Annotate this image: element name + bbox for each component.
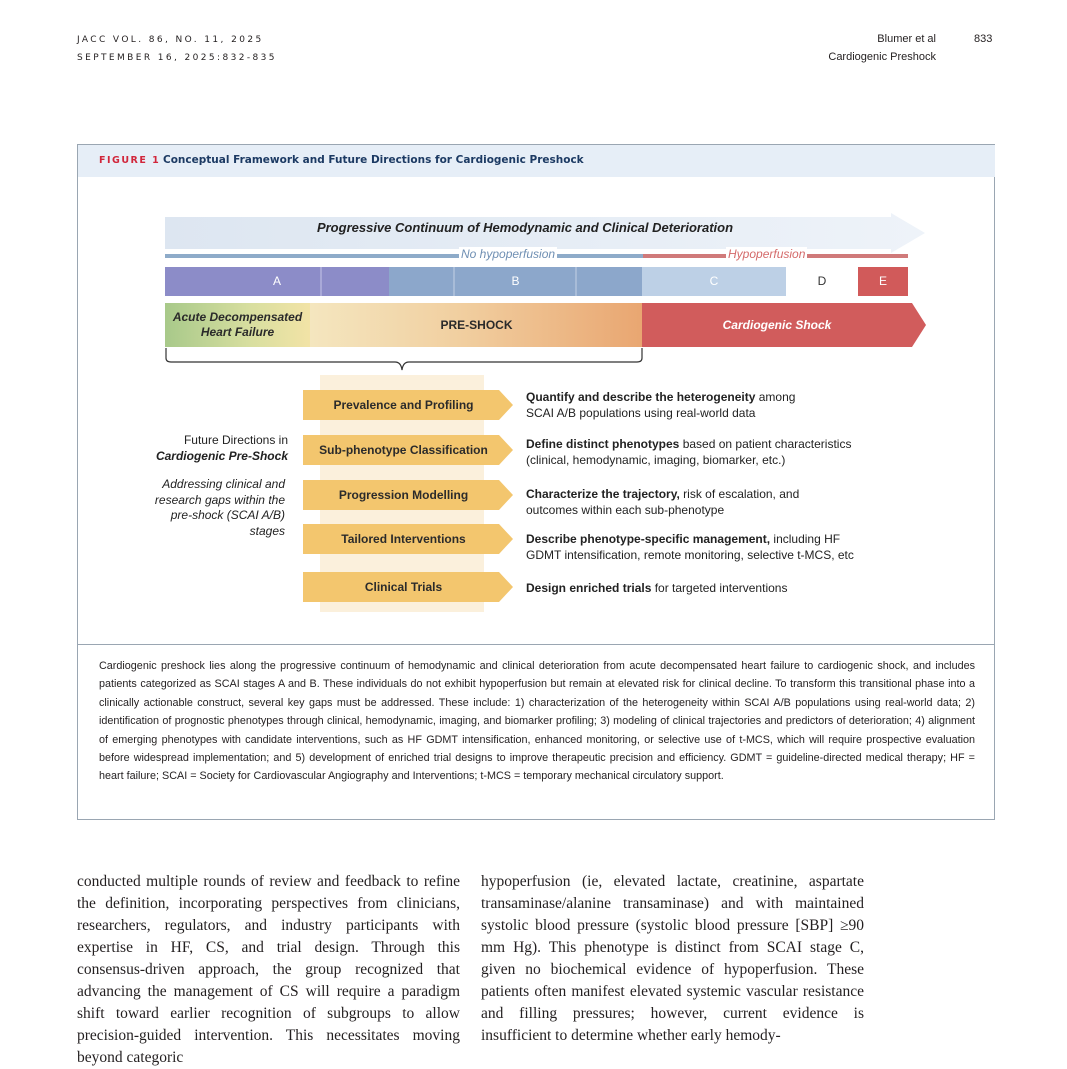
direction-desc-3: [526, 486, 966, 518]
future-directions-line2: Cardiogenic Pre-Shock: [155, 449, 288, 463]
hypoperfusion-label: Hypoperfusion: [728, 247, 806, 261]
direction-desc-2-line2: (clinical, hemodynamic, imaging, biomarker, etc.): [526, 453, 786, 467]
future-directions-line1: Future Directions in: [183, 433, 288, 447]
direction-desc-2: [526, 436, 966, 468]
direction-desc-4-rest: including HF: [770, 532, 841, 546]
direction-desc-3-bold: Characterize the trajectory,: [526, 487, 680, 501]
direction-desc-1-rest: among: [755, 390, 796, 404]
segment-adhf: [165, 303, 310, 347]
page-number: 833: [974, 33, 993, 45]
journal-citation: [77, 31, 277, 67]
stage-b-label: B: [511, 274, 520, 288]
no-hypoperfusion-line: [165, 254, 643, 258]
stage-a-label: A: [272, 274, 281, 288]
figure-caption: Cardiogenic preshock lies along the progressive continuum of hemodynamic and clinical deterioration from acute decompensated heart failure to cardiogenic shock, and includes patients categorized as SCAI stages A and B. These individuals do not exhibit hypoperfusion but remain at elevated risk for clinical decline. To transform this transitional phase into a clinically actionable construct, several key gaps must be addressed. These include: 1) characterization of the heterogeneity within SCAI A/B populations using real-world data; 2) identification of prognostic phenotypes through clinical, hemodynamic, imaging, and biomarker profiling; 3) modeling of clinical trajectories and predictors of deterioration; 4) alignment of emerging phenotypes with candidate interventions, such as HF GDMT intensification, enhanced monitoring, or selective use of t-MCS, which will require prospective evaluation before widespread implementation; and 5) development of enriched trial designs to improve therapeutic precision and efficiency. GDMT = guideline-directed medical therapy; HF = heart failure; SCAI = Society for Cardiovascular Angiography and Interventions; t-MCS = temporary mechanical circulatory support.: [99, 660, 975, 783]
stage-d-label: D: [817, 274, 827, 288]
segment-adhf-line2: Heart Failure: [200, 325, 275, 339]
direction-desc-5-bold: Design enriched trials: [526, 581, 652, 595]
stage-d: [786, 267, 858, 296]
caption-separator: [78, 644, 995, 645]
preshock-brace: [165, 348, 645, 376]
direction-clinical-trials: Clinical Trials: [364, 580, 443, 594]
segment-preshock: [310, 303, 643, 347]
direction-desc-5: [526, 580, 966, 596]
segment-preshock-label: PRE-SHOCK: [440, 318, 513, 332]
journal-date: SEPTEMBER 16, 2025:832-835: [77, 53, 277, 63]
no-hypoperfusion-label: No hypoperfusion: [461, 247, 556, 261]
direction-subphenotype-classification: Sub-phenotype Classification: [319, 443, 488, 457]
figure-label: FIGURE 1: [99, 155, 161, 166]
future-directions-title: [130, 432, 288, 464]
stage-a: [165, 267, 389, 296]
direction-desc-3-line2: outcomes within each sub-phenotype: [526, 503, 725, 517]
subtitle-line3: pre-shock (SCAI A/B): [170, 508, 285, 522]
direction-desc-4: [526, 531, 966, 563]
body-column-left: conducted multiple rounds of review and feedback to refine the definition, incorporating perspectives from clinicians, researchers, regulators, and industry participants with expertise in HF, CS, and trial design. Through this consensus-driven approach, the group recognized that advancing the management of CS will require a paradigm shift toward earlier recognition of subgroups to allow precision-guided intervention. This necessitates moving beyond categoric: [77, 873, 460, 1066]
continuum-label: Progressive Continuum of Hemodynamic and Clinical Deterioration: [316, 220, 734, 235]
stage-b: [389, 267, 642, 296]
direction-desc-1: [526, 389, 966, 421]
segment-shock: [642, 303, 912, 347]
direction-desc-2-rest: based on patient characteristics: [679, 437, 852, 451]
direction-prevalence-profiling: Prevalence and Profiling: [333, 398, 474, 412]
direction-desc-4-bold: Describe phenotype-specific management,: [526, 532, 771, 546]
segment-adhf-line1: Acute Decompensated: [172, 310, 303, 324]
journal-volume: JACC VOL. 86, NO. 11, 2025: [77, 35, 264, 45]
running-head: [818, 30, 936, 66]
subtitle-line2: research gaps within the: [154, 492, 285, 507]
figure-title: Conceptual Framework and Future Directions for Cardiogenic Preshock: [163, 154, 584, 166]
direction-desc-1-bold: Quantify and describe the heterogeneity: [526, 390, 756, 404]
direction-desc-3-rest: risk of escalation, and: [679, 487, 800, 501]
direction-desc-4-line2: GDMT intensification, remote monitoring, selective t-MCS, etc: [526, 548, 854, 562]
stage-e: [858, 267, 908, 296]
segment-shock-label: Cardiogenic Shock: [722, 318, 832, 332]
running-head-authors: Blumer et al: [877, 33, 936, 45]
body-column-right: hypoperfusion (ie, elevated lactate, creatinine, aspartate transaminase/alanine transaminase) and with maintained systolic blood pressure (systolic blood pressure [SBP] ≥90 mm Hg). This phenotype is distinct from SCAI stage C, given no biochemical evidence of hypoperfusion. These patients often manifest elevated systemic vascular resistance and filling pressures; however, current evidence is insufficient to determine whether early hemody-: [481, 873, 864, 1044]
future-directions-subtitle: [130, 477, 285, 539]
running-head-title: Cardiogenic Preshock: [828, 51, 936, 63]
direction-desc-5-rest: for targeted interventions: [651, 581, 788, 595]
subtitle-line1: Addressing clinical and: [162, 477, 285, 491]
direction-progression-modelling: Progression Modelling: [338, 488, 469, 502]
direction-desc-1-line2: SCAI A/B populations using real-world data: [526, 406, 756, 420]
direction-tailored-interventions: Tailored Interventions: [341, 532, 466, 546]
stage-c-label: C: [709, 274, 719, 288]
stage-e-label: E: [878, 274, 887, 288]
direction-desc-2-bold: Define distinct phenotypes: [526, 437, 680, 451]
stage-c: [642, 267, 786, 296]
subtitle-line4: stages: [249, 523, 285, 538]
